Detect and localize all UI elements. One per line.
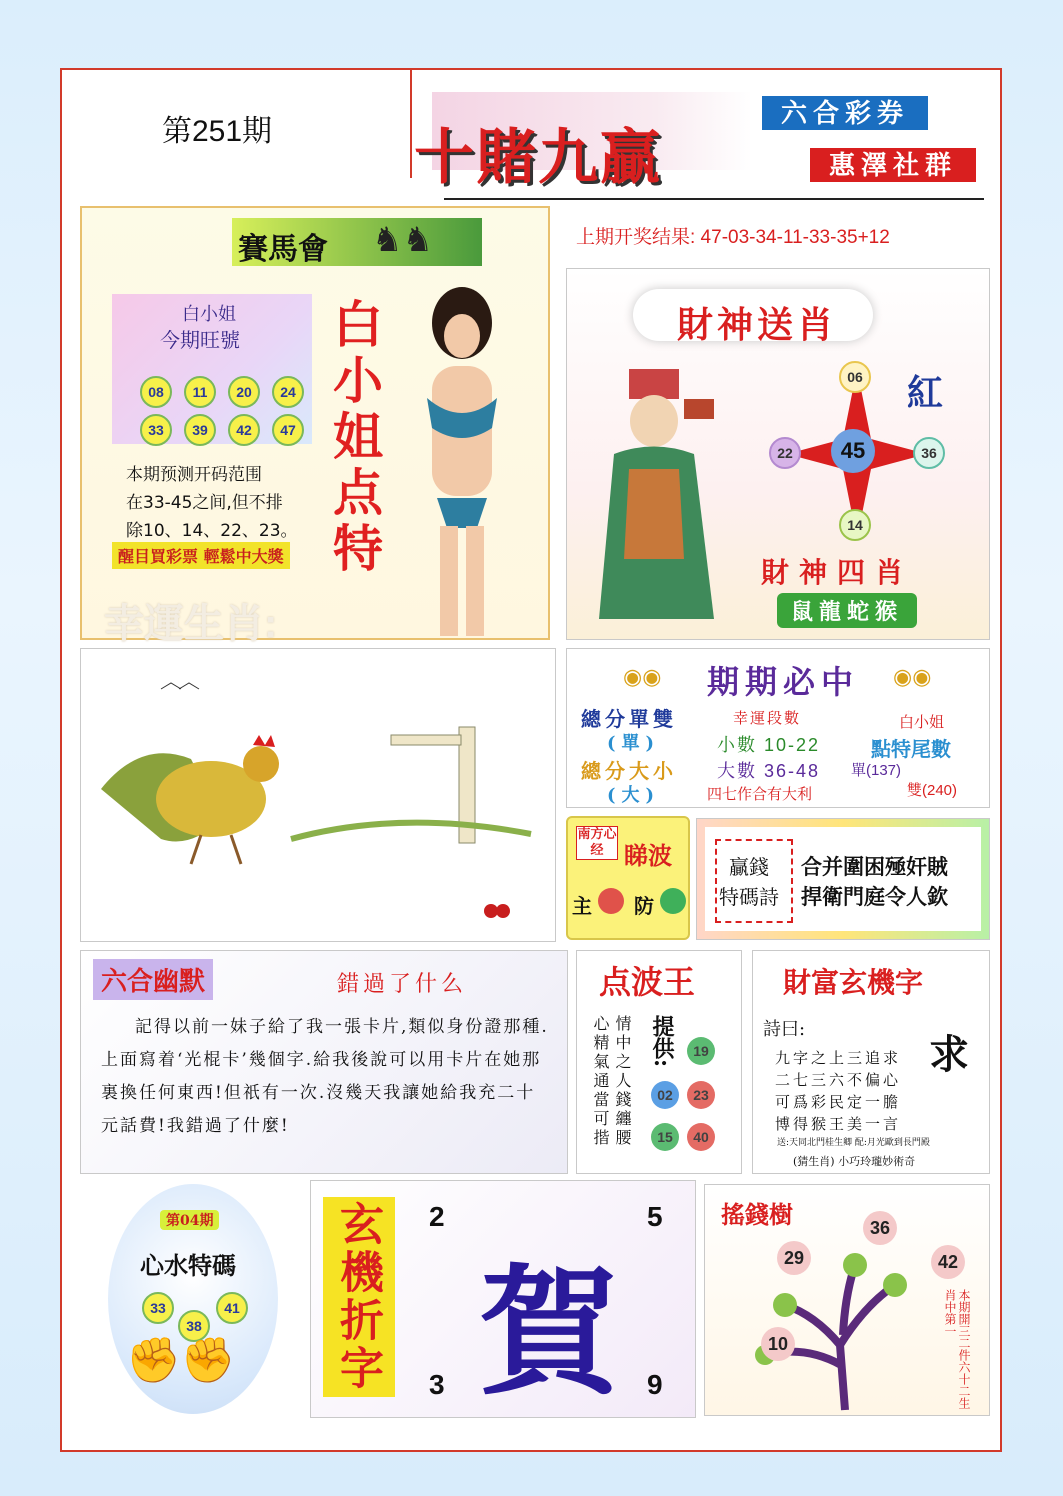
caishen-figure — [589, 359, 729, 633]
dian-ball: 23 — [687, 1081, 715, 1109]
humor-body: 記得以前一妹子給了我一張卡片,類似身份證那種.上面寫着‘光棍卡’幾個字.給我後說可以用卡片在她那裏換任何東西!但祇有一次.沒幾天我讓她給我充二十元話費!我錯過了什麼! — [101, 1017, 549, 1136]
rooster-drawing — [81, 649, 555, 941]
xuanji-panel — [310, 1180, 696, 1418]
fortune-title: 財富玄機字 — [783, 966, 924, 999]
compass-left: 22 — [769, 437, 801, 469]
caishen-four-title: 財神四肖 — [761, 556, 914, 589]
qiqi-c1a: 總分單雙 — [581, 707, 677, 731]
dian-prov: 提供: — [649, 1015, 675, 1068]
fortune-poem-label: 詩曰: — [763, 1019, 806, 1040]
qiqi-c3d: 雙(240) — [907, 782, 958, 799]
poem-line2: 捍衛門庭令人欽 — [801, 884, 948, 909]
xuanji-n2: 5 — [647, 1201, 663, 1232]
qiqi-c3c: 單(137) — [851, 762, 902, 779]
header-slogan: 十賭九贏 — [414, 123, 662, 193]
qiqi-title: 期期必中 — [707, 663, 860, 701]
heart-ball: 41 — [216, 1292, 248, 1324]
qiqi-coin-left: ◉◉ — [623, 665, 662, 690]
caishen-color: 紅 — [907, 372, 944, 414]
model-figure — [382, 278, 532, 638]
humor-title: 錯過了什么 — [337, 972, 468, 997]
miss-name: 白小姐 — [182, 304, 236, 325]
dian-title — [599, 957, 695, 1003]
miss-ball: 42 — [228, 414, 260, 446]
tree-ball: 36 — [863, 1211, 897, 1245]
horse-icon: ♞♞ — [372, 220, 433, 260]
caishen-four: 鼠龍蛇猴 — [777, 593, 917, 628]
qiqi-coin-right: ◉◉ — [893, 665, 932, 690]
qiqi-c1c: 總分大小 — [581, 759, 677, 783]
compass-right: 36 — [913, 437, 945, 469]
wave-badge: 南方心经 — [577, 827, 617, 858]
header-underline — [444, 198, 984, 200]
predict-line: 本期预测开码范围 — [126, 465, 262, 485]
lucky-label: 幸運生肖: — [104, 602, 278, 646]
heart-panel — [108, 1184, 278, 1414]
gloves-icon: ✊✊ — [126, 1335, 236, 1386]
fortune-note2: (猜生肖) 小巧玲瓏妙術奇 — [793, 1155, 916, 1168]
caishen-panel — [566, 268, 990, 640]
tag-liuhe: 六合彩券 — [762, 96, 928, 130]
header-divider — [410, 70, 412, 178]
poem-label1: 贏錢 — [729, 855, 769, 879]
tree-ball: 29 — [777, 1241, 811, 1275]
miss-ball: 39 — [184, 414, 216, 446]
heart-ball: 33 — [142, 1292, 174, 1324]
predict-line: 在33-45之间,但不排 — [126, 493, 283, 513]
miss-ball: 47 — [272, 414, 304, 446]
dian-ball: 19 — [687, 1037, 715, 1065]
wave-main-ball — [598, 888, 624, 914]
wave-panel — [566, 816, 690, 940]
heart-ball: 38 — [178, 1310, 210, 1342]
issue-number: 第251期 — [162, 115, 273, 148]
fortune-panel — [752, 950, 990, 1174]
tree-ball: 10 — [761, 1327, 795, 1361]
predict-line: 除10、14、22、23。 — [126, 521, 298, 541]
lottery-sheet — [60, 68, 1002, 1452]
fortune-line: 九字之上三追求 — [775, 1049, 902, 1067]
miss-sub: 今期旺號 — [160, 328, 240, 352]
dian-ball: 40 — [687, 1123, 715, 1151]
compass-bottom: 14 — [839, 509, 871, 541]
compass-top: 06 — [839, 361, 871, 393]
dian-title-text: 点波王 — [599, 963, 696, 1001]
wave-title: 睇波 — [624, 841, 672, 870]
tree-ball: 42 — [931, 1245, 965, 1279]
fortune-line: 二七三六不偏心 — [775, 1071, 902, 1089]
poem-label2: 特碼詩 — [719, 885, 779, 909]
poem-line1: 合并圍困殛奸賊 — [801, 854, 948, 879]
fortune-line: 可爲彩民定一膽 — [775, 1093, 902, 1111]
miss-ball: 20 — [228, 376, 260, 408]
qiqi-c2c: 大數 36-48 — [717, 761, 821, 781]
heart-title: 心水特碼 — [140, 1251, 236, 1280]
qiqi-panel — [566, 648, 990, 808]
qiqi-c3a: 白小姐 — [899, 713, 945, 731]
fortune-char: 求 — [929, 1031, 969, 1078]
wave-guard-ball — [660, 888, 686, 914]
xuanji-char: 賀 — [479, 1251, 620, 1415]
tree-side: 本期開三二件六十二生肖中第一 — [943, 1289, 971, 1409]
qiqi-c2a: 幸運段數 — [733, 709, 802, 727]
qiqi-c3b: 點特尾數 — [871, 737, 951, 761]
wave-main: 主 — [572, 894, 592, 918]
dian-panel — [576, 950, 742, 1174]
tree-drawing — [745, 1225, 945, 1415]
caishen-title: 財神送肖 — [677, 304, 838, 346]
dian-poem-1: 心精氣通當可揩 — [591, 1015, 610, 1148]
xuanji-n3: 3 — [429, 1369, 445, 1400]
dian-poem-2: 情中之人錢纏腰 — [613, 1015, 632, 1148]
qiqi-c2b: 小數 10-22 — [717, 735, 821, 755]
xuanji-n1: 2 — [429, 1201, 445, 1232]
tree-panel — [704, 1184, 990, 1416]
xuanji-n4: 9 — [647, 1369, 663, 1400]
fortune-note1: 送:天同北門桂生卿 配:月光歐到長門殿 — [777, 1138, 930, 1148]
horse-panel — [80, 206, 550, 646]
horse-banner: 賽馬會 — [238, 232, 328, 267]
qiqi-c1b: (單) — [607, 733, 661, 754]
heart-issue: 第04期 — [160, 1210, 219, 1230]
humor-panel — [80, 950, 568, 1174]
miss-side-text: 白小姐点特 — [325, 298, 384, 578]
compass-center: 45 — [831, 429, 875, 473]
poem-panel — [696, 818, 990, 940]
tree-title: 搖錢樹 — [721, 1200, 793, 1229]
wave-guard: 防 — [634, 894, 654, 918]
dian-ball: 15 — [651, 1123, 679, 1151]
last-result: 上期开奖结果: 47-03-34-11-33-35+12 — [576, 227, 890, 248]
qiqi-c2d: 四七作合有大利 — [707, 785, 813, 803]
tag-huize: 惠澤社群 — [810, 148, 976, 182]
dian-ball: 02 — [651, 1081, 679, 1109]
rooster-panel — [80, 648, 556, 942]
miss-ball: 11 — [184, 376, 216, 408]
miss-ball: 08 — [140, 376, 172, 408]
xuanji-title: 玄機折字 — [323, 1197, 395, 1397]
humor-tag: 六合幽默 — [93, 959, 213, 1000]
qiqi-c1d: (大) — [607, 785, 661, 806]
miss-ball: 24 — [272, 376, 304, 408]
horse-slogan: 醒目買彩票 輕鬆中大獎 — [112, 542, 290, 569]
fortune-line: 博得猴王美一言 — [775, 1115, 902, 1133]
miss-ball: 33 — [140, 414, 172, 446]
